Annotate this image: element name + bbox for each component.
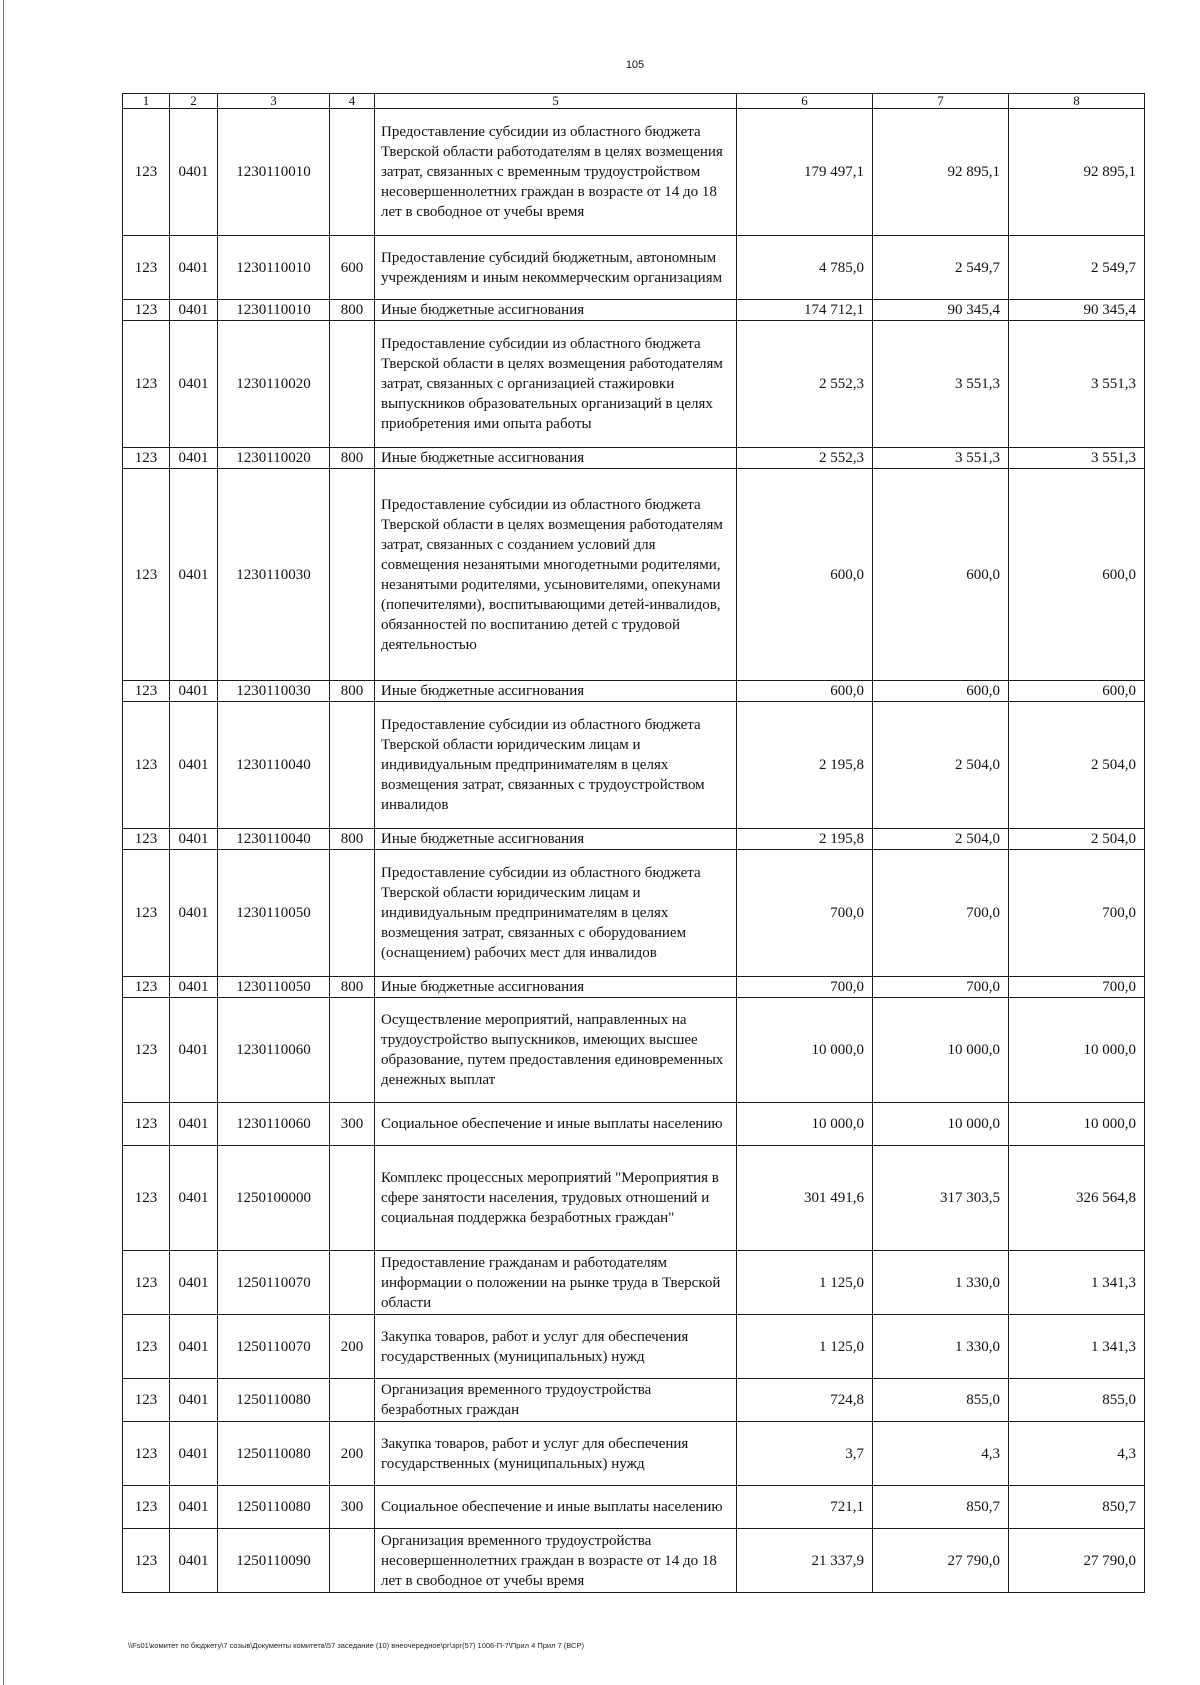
- amount-year2-cell: 27 790,0: [873, 1529, 1009, 1593]
- amount-year1-cell: 21 337,9: [737, 1529, 873, 1593]
- col-header-2: 2: [170, 94, 218, 109]
- amount-year3-cell: 3 551,3: [1009, 321, 1145, 448]
- amount-year3-cell: 90 345,4: [1009, 300, 1145, 321]
- admin-code-cell: 123: [123, 850, 170, 977]
- amount-year2-cell: 90 345,4: [873, 300, 1009, 321]
- target-article-cell: 1230110020: [218, 448, 330, 469]
- expense-type-cell: [330, 109, 375, 236]
- expense-type-cell: [330, 321, 375, 448]
- section-code-cell: 0401: [170, 702, 218, 829]
- section-code-cell: 0401: [170, 109, 218, 236]
- expense-type-cell: [330, 1529, 375, 1593]
- table-row: [123, 1103, 1145, 1146]
- description-cell: Предоставление субсидии из областного бюджета Тверской области работодателям в целях возмещения затрат, связанных с временным трудоустройством несовершеннолетних граждан в возрасте от 14 до 18 лет в свободное от учебы время: [375, 109, 737, 236]
- expense-type-cell: 800: [330, 829, 375, 850]
- target-article-cell: 1250110080: [218, 1486, 330, 1529]
- amount-year2-cell: 850,7: [873, 1486, 1009, 1529]
- amount-year3-cell: 326 564,8: [1009, 1146, 1145, 1251]
- amount-year1-cell: 2 195,8: [737, 829, 873, 850]
- expense-type-cell: [330, 469, 375, 681]
- amount-year3-cell: 4,3: [1009, 1422, 1145, 1486]
- amount-year1-cell: 600,0: [737, 469, 873, 681]
- amount-year2-cell: 4,3: [873, 1422, 1009, 1486]
- amount-year2-cell: 600,0: [873, 469, 1009, 681]
- description-cell: Комплекс процессных мероприятий "Мероприятия в сфере занятости населения, трудовых отношений и социальная поддержка безработных граждан": [375, 1146, 737, 1251]
- page-number: 105: [625, 59, 645, 71]
- amount-year3-cell: 855,0: [1009, 1379, 1145, 1422]
- budget-table-frame: [122, 93, 1144, 1593]
- description-cell: Социальное обеспечение и иные выплаты населению: [375, 1486, 737, 1529]
- amount-year3-cell: 600,0: [1009, 681, 1145, 702]
- budget-table-body: [123, 109, 1145, 1593]
- admin-code-cell: 123: [123, 469, 170, 681]
- amount-year1-cell: 1 125,0: [737, 1251, 873, 1315]
- amount-year3-cell: 1 341,3: [1009, 1315, 1145, 1379]
- admin-code-cell: 123: [123, 1103, 170, 1146]
- amount-year2-cell: 2 549,7: [873, 236, 1009, 300]
- admin-code-cell: 123: [123, 1486, 170, 1529]
- amount-year2-cell: 1 330,0: [873, 1251, 1009, 1315]
- section-code-cell: 0401: [170, 1379, 218, 1422]
- target-article-cell: 1250110090: [218, 1529, 330, 1593]
- amount-year3-cell: 2 549,7: [1009, 236, 1145, 300]
- description-cell: Предоставление субсидии из областного бюджета Тверской области в целях возмещения работодателям затрат, связанных с созданием условий для совмещения незанятыми многодетными родителями, незанятыми родителями, усыновителями, опекунами (попечителями), воспитывающими детей-инвалидов, обязанностей по воспитанию детей с трудовой деятельностью: [375, 469, 737, 681]
- budget-table: [122, 93, 1145, 1593]
- description-cell: Предоставление субсидии из областного бюджета Тверской области юридическим лицам и индивидуальным предпринимателям в целях возмещения затрат, связанных с оборудованием (оснащением) рабочих мест для инвалидов: [375, 850, 737, 977]
- admin-code-cell: 123: [123, 998, 170, 1103]
- table-row: [123, 1315, 1145, 1379]
- admin-code-cell: 123: [123, 321, 170, 448]
- amount-year2-cell: 855,0: [873, 1379, 1009, 1422]
- admin-code-cell: 123: [123, 300, 170, 321]
- description-cell: Организация временного трудоустройства безработных граждан: [375, 1379, 737, 1422]
- section-code-cell: 0401: [170, 1486, 218, 1529]
- table-row: [123, 998, 1145, 1103]
- scan-margin-line: [3, 0, 4, 1685]
- target-article-cell: 1250110070: [218, 1315, 330, 1379]
- target-article-cell: 1230110040: [218, 702, 330, 829]
- col-header-5: 5: [375, 94, 737, 109]
- expense-type-cell: 600: [330, 236, 375, 300]
- amount-year3-cell: 600,0: [1009, 469, 1145, 681]
- amount-year1-cell: 179 497,1: [737, 109, 873, 236]
- table-row: [123, 1422, 1145, 1486]
- col-header-1: 1: [123, 94, 170, 109]
- target-article-cell: 1230110060: [218, 998, 330, 1103]
- target-article-cell: 1230110040: [218, 829, 330, 850]
- amount-year2-cell: 700,0: [873, 977, 1009, 998]
- admin-code-cell: 123: [123, 1422, 170, 1486]
- admin-code-cell: 123: [123, 1251, 170, 1315]
- section-code-cell: 0401: [170, 829, 218, 850]
- table-row: [123, 448, 1145, 469]
- admin-code-cell: 123: [123, 1315, 170, 1379]
- table-row: [123, 321, 1145, 448]
- table-row: [123, 236, 1145, 300]
- amount-year1-cell: 700,0: [737, 850, 873, 977]
- section-code-cell: 0401: [170, 977, 218, 998]
- col-header-4: 4: [330, 94, 375, 109]
- section-code-cell: 0401: [170, 1422, 218, 1486]
- table-row: [123, 1251, 1145, 1315]
- col-header-8: 8: [1009, 94, 1145, 109]
- amount-year3-cell: 2 504,0: [1009, 829, 1145, 850]
- column-number-row: [123, 94, 1145, 109]
- amount-year3-cell: 10 000,0: [1009, 1103, 1145, 1146]
- expense-type-cell: 800: [330, 300, 375, 321]
- expense-type-cell: 200: [330, 1315, 375, 1379]
- table-row: [123, 850, 1145, 977]
- target-article-cell: 1230110010: [218, 109, 330, 236]
- table-row: [123, 300, 1145, 321]
- target-article-cell: 1250110080: [218, 1379, 330, 1422]
- table-row: [123, 1379, 1145, 1422]
- section-code-cell: 0401: [170, 469, 218, 681]
- amount-year2-cell: 3 551,3: [873, 448, 1009, 469]
- expense-type-cell: [330, 998, 375, 1103]
- amount-year2-cell: 10 000,0: [873, 1103, 1009, 1146]
- amount-year1-cell: 2 552,3: [737, 321, 873, 448]
- admin-code-cell: 123: [123, 109, 170, 236]
- target-article-cell: 1230110020: [218, 321, 330, 448]
- table-row: [123, 469, 1145, 681]
- section-code-cell: 0401: [170, 1529, 218, 1593]
- section-code-cell: 0401: [170, 1103, 218, 1146]
- target-article-cell: 1250100000: [218, 1146, 330, 1251]
- amount-year1-cell: 724,8: [737, 1379, 873, 1422]
- admin-code-cell: 123: [123, 236, 170, 300]
- section-code-cell: 0401: [170, 850, 218, 977]
- amount-year2-cell: 600,0: [873, 681, 1009, 702]
- amount-year1-cell: 1 125,0: [737, 1315, 873, 1379]
- table-row: [123, 702, 1145, 829]
- expense-type-cell: 800: [330, 977, 375, 998]
- expense-type-cell: [330, 1146, 375, 1251]
- amount-year1-cell: 2 552,3: [737, 448, 873, 469]
- section-code-cell: 0401: [170, 681, 218, 702]
- amount-year2-cell: 92 895,1: [873, 109, 1009, 236]
- amount-year2-cell: 2 504,0: [873, 829, 1009, 850]
- amount-year3-cell: 850,7: [1009, 1486, 1145, 1529]
- admin-code-cell: 123: [123, 1146, 170, 1251]
- target-article-cell: 1230110060: [218, 1103, 330, 1146]
- target-article-cell: 1250110070: [218, 1251, 330, 1315]
- amount-year1-cell: 4 785,0: [737, 236, 873, 300]
- table-row: [123, 977, 1145, 998]
- expense-type-cell: 800: [330, 681, 375, 702]
- amount-year1-cell: 2 195,8: [737, 702, 873, 829]
- amount-year1-cell: 721,1: [737, 1486, 873, 1529]
- target-article-cell: 1230110010: [218, 300, 330, 321]
- target-article-cell: 1230110030: [218, 469, 330, 681]
- amount-year3-cell: 2 504,0: [1009, 702, 1145, 829]
- target-article-cell: 1230110010: [218, 236, 330, 300]
- amount-year3-cell: 27 790,0: [1009, 1529, 1145, 1593]
- expense-type-cell: [330, 702, 375, 829]
- expense-type-cell: 800: [330, 448, 375, 469]
- admin-code-cell: 123: [123, 448, 170, 469]
- amount-year3-cell: 10 000,0: [1009, 998, 1145, 1103]
- col-header-7: 7: [873, 94, 1009, 109]
- expense-type-cell: 300: [330, 1103, 375, 1146]
- amount-year3-cell: 700,0: [1009, 850, 1145, 977]
- admin-code-cell: 123: [123, 829, 170, 850]
- amount-year1-cell: 10 000,0: [737, 998, 873, 1103]
- description-cell: Иные бюджетные ассигнования: [375, 448, 737, 469]
- description-cell: Иные бюджетные ассигнования: [375, 977, 737, 998]
- amount-year1-cell: 700,0: [737, 977, 873, 998]
- description-cell: Иные бюджетные ассигнования: [375, 829, 737, 850]
- amount-year3-cell: 700,0: [1009, 977, 1145, 998]
- section-code-cell: 0401: [170, 236, 218, 300]
- amount-year2-cell: 1 330,0: [873, 1315, 1009, 1379]
- admin-code-cell: 123: [123, 1379, 170, 1422]
- amount-year2-cell: 700,0: [873, 850, 1009, 977]
- col-header-3: 3: [218, 94, 330, 109]
- amount-year2-cell: 317 303,5: [873, 1146, 1009, 1251]
- description-cell: Иные бюджетные ассигнования: [375, 300, 737, 321]
- description-cell: Предоставление гражданам и работодателям информации о положении на рынке труда в Тверской области: [375, 1251, 737, 1315]
- amount-year1-cell: 600,0: [737, 681, 873, 702]
- section-code-cell: 0401: [170, 321, 218, 448]
- section-code-cell: 0401: [170, 300, 218, 321]
- section-code-cell: 0401: [170, 1146, 218, 1251]
- description-cell: Иные бюджетные ассигнования: [375, 681, 737, 702]
- expense-type-cell: 300: [330, 1486, 375, 1529]
- amount-year2-cell: 10 000,0: [873, 998, 1009, 1103]
- description-cell: Закупка товаров, работ и услуг для обеспечения государственных (муниципальных) нужд: [375, 1315, 737, 1379]
- description-cell: Закупка товаров, работ и услуг для обеспечения государственных (муниципальных) нужд: [375, 1422, 737, 1486]
- target-article-cell: 1250110080: [218, 1422, 330, 1486]
- amount-year1-cell: 174 712,1: [737, 300, 873, 321]
- table-row: [123, 1529, 1145, 1593]
- section-code-cell: 0401: [170, 1251, 218, 1315]
- table-row: [123, 1486, 1145, 1529]
- admin-code-cell: 123: [123, 1529, 170, 1593]
- amount-year3-cell: 3 551,3: [1009, 448, 1145, 469]
- table-row: [123, 681, 1145, 702]
- amount-year2-cell: 3 551,3: [873, 321, 1009, 448]
- section-code-cell: 0401: [170, 448, 218, 469]
- amount-year1-cell: 10 000,0: [737, 1103, 873, 1146]
- description-cell: Осуществление мероприятий, направленных на трудоустройство выпускников, имеющих высшее образование, путем предоставления единовременных денежных выплат: [375, 998, 737, 1103]
- admin-code-cell: 123: [123, 681, 170, 702]
- target-article-cell: 1230110030: [218, 681, 330, 702]
- target-article-cell: 1230110050: [218, 977, 330, 998]
- table-row: [123, 109, 1145, 236]
- amount-year1-cell: 3,7: [737, 1422, 873, 1486]
- expense-type-cell: 200: [330, 1422, 375, 1486]
- description-cell: Предоставление субсидии из областного бюджета Тверской области юридическим лицам и индивидуальным предпринимателям в целях возмещения затрат, связанных с трудоустройством инвалидов: [375, 702, 737, 829]
- amount-year2-cell: 2 504,0: [873, 702, 1009, 829]
- amount-year1-cell: 301 491,6: [737, 1146, 873, 1251]
- section-code-cell: 0401: [170, 998, 218, 1103]
- amount-year3-cell: 1 341,3: [1009, 1251, 1145, 1315]
- amount-year3-cell: 92 895,1: [1009, 109, 1145, 236]
- table-row: [123, 829, 1145, 850]
- expense-type-cell: [330, 1379, 375, 1422]
- admin-code-cell: 123: [123, 977, 170, 998]
- description-cell: Социальное обеспечение и иные выплаты населению: [375, 1103, 737, 1146]
- file-path-footer: \\Fs01\комитет по бюджету\7 созыв\Документы комитета\57 заседание (10) внеочередное\рг\зрг(57) 1006-П-7\Прил 4 Прил 7 (ВСР): [128, 1641, 584, 1650]
- section-code-cell: 0401: [170, 1315, 218, 1379]
- description-cell: Организация временного трудоустройства несовершеннолетних граждан в возрасте от 14 до 18 лет в свободное от учебы время: [375, 1529, 737, 1593]
- target-article-cell: 1230110050: [218, 850, 330, 977]
- expense-type-cell: [330, 850, 375, 977]
- description-cell: Предоставление субсидий бюджетным, автономным учреждениям и иным некоммерческим организациям: [375, 236, 737, 300]
- table-row: [123, 1146, 1145, 1251]
- expense-type-cell: [330, 1251, 375, 1315]
- admin-code-cell: 123: [123, 702, 170, 829]
- col-header-6: 6: [737, 94, 873, 109]
- description-cell: Предоставление субсидии из областного бюджета Тверской области в целях возмещения работодателям затрат, связанных с организацией стажировки выпускников образовательных организаций в целях приобретения ими опыта работы: [375, 321, 737, 448]
